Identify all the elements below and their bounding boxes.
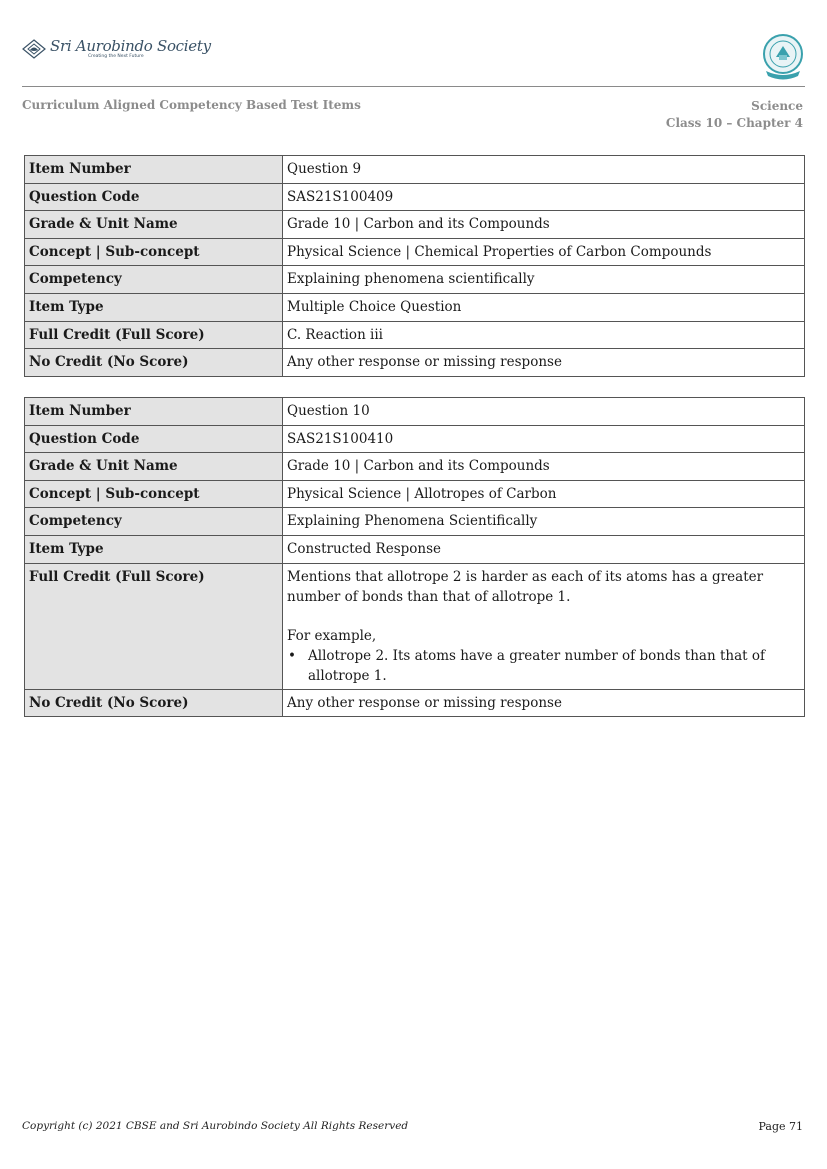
row-label: Competency <box>25 266 283 294</box>
table-row <box>25 689 805 717</box>
row-value: Multiple Choice Question <box>283 293 805 321</box>
table-row <box>25 535 805 563</box>
row-label: Item Number <box>25 398 283 426</box>
row-label: Grade & Unit Name <box>25 453 283 481</box>
row-value: Explaining phenomena scientifically <box>283 266 805 294</box>
row-label: Concept | Sub-concept <box>25 238 283 266</box>
row-value: C. Reaction iii <box>283 321 805 349</box>
table-row <box>25 453 805 481</box>
table-row <box>25 321 805 349</box>
row-label: Item Type <box>25 535 283 563</box>
row-label: Item Type <box>25 293 283 321</box>
row-label: Full Credit (Full Score) <box>25 321 283 349</box>
full-credit-text: Mentions that allotrope 2 is harder as each of its atoms has a greater number of bonds than that of allotrope 1. <box>287 568 764 605</box>
table-row <box>25 156 805 184</box>
subject-info <box>666 98 803 132</box>
row-label: No Credit (No Score) <box>25 689 283 717</box>
row-value: Constructed Response <box>283 535 805 563</box>
class-chapter-label: Class 10 – Chapter 4 <box>665 116 803 130</box>
sri-aurobindo-society-logo <box>22 38 211 60</box>
row-value: Grade 10 | Carbon and its Compounds <box>283 211 805 239</box>
row-label: Grade & Unit Name <box>25 211 283 239</box>
row-label: Full Credit (Full Score) <box>25 563 283 689</box>
example-intro: For example, <box>287 627 377 644</box>
logo-name: Sri Aurobindo Society <box>50 37 211 55</box>
table-row <box>25 425 805 453</box>
list-item: • Allotrope 2. Its atoms have a greater number of bonds than that of allotrope 1. <box>287 646 799 686</box>
table-row <box>25 293 805 321</box>
table-row <box>25 183 805 211</box>
row-label: Question Code <box>25 183 283 211</box>
item-table-question-10 <box>24 397 805 717</box>
copyright-notice: Copyright (c) 2021 CBSE and Sri Aurobindo Society All Rights Reserved <box>22 1120 409 1132</box>
subject-label: Science <box>751 99 803 113</box>
table-row <box>25 480 805 508</box>
row-label: Competency <box>25 508 283 536</box>
row-label: Question Code <box>25 425 283 453</box>
table-row <box>25 266 805 294</box>
table-row <box>25 508 805 536</box>
row-value: Any other response or missing response <box>283 689 805 717</box>
row-value: Physical Science | Chemical Properties of Carbon Compounds <box>283 238 805 266</box>
document-title: Curriculum Aligned Competency Based Test Items <box>22 98 361 112</box>
full-credit-cell <box>283 563 805 689</box>
row-value: Any other response or missing response <box>283 349 805 377</box>
page-number: Page 71 <box>758 1120 803 1133</box>
logo-tagline: Creating the Next Future <box>88 54 144 59</box>
table-row <box>25 238 805 266</box>
row-label: Concept | Sub-concept <box>25 480 283 508</box>
row-value: Grade 10 | Carbon and its Compounds <box>283 453 805 481</box>
lotus-logo-icon <box>22 39 46 59</box>
table-row <box>25 398 805 426</box>
row-value: SAS21S100409 <box>283 183 805 211</box>
row-value: Explaining Phenomena Scientifically <box>283 508 805 536</box>
table-row <box>25 211 805 239</box>
row-label: Item Number <box>25 156 283 184</box>
item-table-question-9 <box>24 155 805 377</box>
page-header <box>22 30 805 87</box>
table-row <box>25 349 805 377</box>
example-list <box>287 646 799 686</box>
row-value: Question 9 <box>283 156 805 184</box>
row-value: Question 10 <box>283 398 805 426</box>
table-row-full-credit <box>25 563 805 689</box>
cbse-seal-icon <box>761 33 805 81</box>
row-value: SAS21S100410 <box>283 425 805 453</box>
row-label: No Credit (No Score) <box>25 349 283 377</box>
row-value: Physical Science | Allotropes of Carbon <box>283 480 805 508</box>
